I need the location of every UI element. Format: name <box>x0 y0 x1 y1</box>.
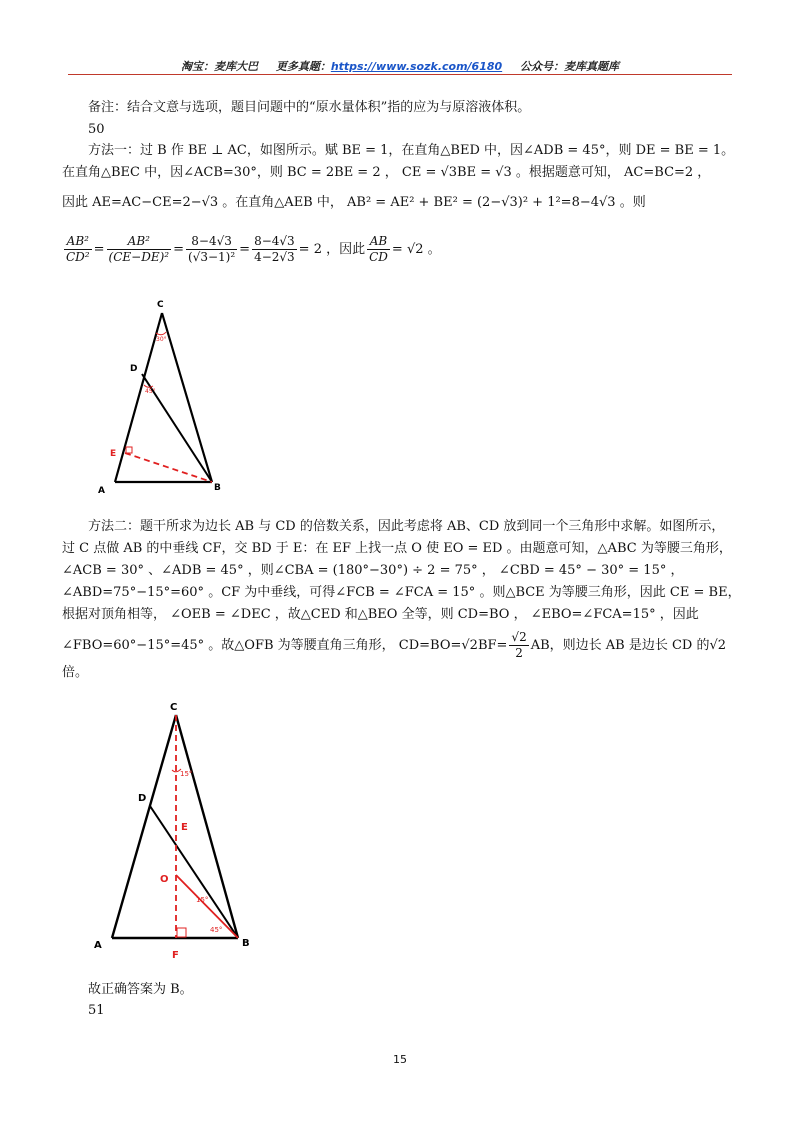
method1-line3: 因此 AE=AC−CE=2−√3 。在直角△AEB 中， AB² = AE² + BE² = (2−√3)² + 1²=8−4√3 。则 <box>62 195 646 210</box>
side-ca <box>112 715 176 938</box>
angle-label-45: 45° <box>210 926 223 934</box>
method1-line1: 方法一：过 B 作 BE ⊥ AC，如图所示。赋 BE = 1，在直角△BED 中，因∠ADB = 45°，则 DE = BE = 1。 <box>88 143 735 158</box>
right-angle-mark <box>126 447 132 453</box>
angle-label-15b: 15° <box>196 896 209 904</box>
label-a: A <box>98 486 105 495</box>
label-e: E <box>110 449 117 459</box>
figure-1-triangle <box>90 295 240 495</box>
header-site-label: 更多真题： <box>275 60 331 73</box>
method2-line6: ∠FBO=60°−15°=45° 。故△OFB 为等腰直角三角形， CD=BO=√2BF= $\frac{√2}{2}$ AB，则边长 AB 是边长 CD 的√2 <box>62 630 727 660</box>
question-number-51: 51 <box>88 1003 105 1018</box>
fraction: $\frac{8-4√3}{\text{(√3−1)²}}$ <box>188 234 236 264</box>
label-o: O <box>160 874 169 885</box>
question-number-50: 50 <box>88 122 105 137</box>
method2-line7: 倍。 <box>62 665 89 680</box>
header-gzh: 公众号：麦库真题库 <box>520 60 620 73</box>
fraction: $\frac{\text{AB²}}{\text{CD²}}$ <box>66 234 90 264</box>
method2-line3: ∠ACB = 30° 、∠ADB = 45° ，则∠CBA = (180°−30°) ÷ 2 = 75° ， ∠CBD = 45° − 30° = 15° ， <box>62 563 684 578</box>
page-header <box>0 58 800 74</box>
label-c: C <box>170 702 178 713</box>
label-b: B <box>242 938 250 949</box>
method1-line2: 在直角△BEC 中，因∠ACB=30°，则 BC = 2BE = 2 ， CE = √3BE = √3 。根据题意可知， AC=BC=2 ， <box>62 165 711 180</box>
answer-line: 故正确答案为 B。 <box>88 982 193 997</box>
angle-label-15a: 15° <box>180 770 193 778</box>
label-f: F <box>172 950 179 961</box>
angle-label-45: 45° <box>145 388 156 395</box>
label-a: A <box>94 940 102 951</box>
angle-label-30: 30° <box>156 336 167 343</box>
side-cb <box>162 313 212 482</box>
label-d: D <box>130 364 138 374</box>
label-b: B <box>214 483 221 493</box>
page-number: 15 <box>393 1053 407 1066</box>
method2-line2: 过 C 点做 AB 的中垂线 CF，交 BD 于 E：在 EF 上找一点 O 使 EO = ED 。由题意可知，△ABC 为等腰三角形， <box>62 541 732 556</box>
fraction: $\frac{8-4√3}{4-2√3}$ <box>254 234 295 264</box>
method2-line1: 方法二：题干所求为边长 AB 与 CD 的倍数关系，因此考虑将 AB、CD 放到同一个三角形中求解。如图所示， <box>88 519 725 534</box>
fraction: $\frac{\text{AB²}}{\text{(CE−DE)²}}$ <box>108 234 170 264</box>
label-c: C <box>157 300 164 310</box>
note-paragraph: 备注：结合文意与选项，题目问题中的“原水量体积”指的应为与原溶液体积。 <box>88 100 531 115</box>
fraction: $\frac{√2}{2}$ <box>511 630 527 660</box>
method2-line5: 根据对顶角相等， ∠OEB = ∠DEC ，故△CED 和△BEO 全等，则 CD=BO ， ∠EBO=∠FCA=15° ，因此 <box>62 607 699 622</box>
figure-2-triangle <box>88 700 263 965</box>
right-angle-mark <box>177 928 186 937</box>
method1-formula: $\frac{\text{AB²}}{\text{CD²}}$ = $\frac{\text{AB²}}{\text{(CE−DE)²}}$ = $\frac{8-4√3}{\text{(√3−1)²}}$ = $\frac{8-4√3}{4-2√3}$ = 2 ，因此 $\frac{AB}{CD}$ = √2 。 <box>66 234 441 264</box>
segment-bd <box>150 806 238 938</box>
fraction: $\frac{AB}{CD}$ <box>369 234 388 264</box>
segment-be <box>125 453 212 482</box>
label-d: D <box>138 793 147 804</box>
header-url-link[interactable]: https://www.sozk.com/6180 <box>330 60 503 73</box>
method2-line4: ∠ABD=75°−15°=60° 。CF 为中垂线，可得∠FCB = ∠FCA = 15° 。则△BCE 为等腰三角形，因此 CE = BE， <box>62 585 741 600</box>
label-e: E <box>181 822 188 833</box>
header-taobao: 淘宝：麦库大巴 <box>180 60 258 73</box>
header-divider <box>68 74 732 75</box>
